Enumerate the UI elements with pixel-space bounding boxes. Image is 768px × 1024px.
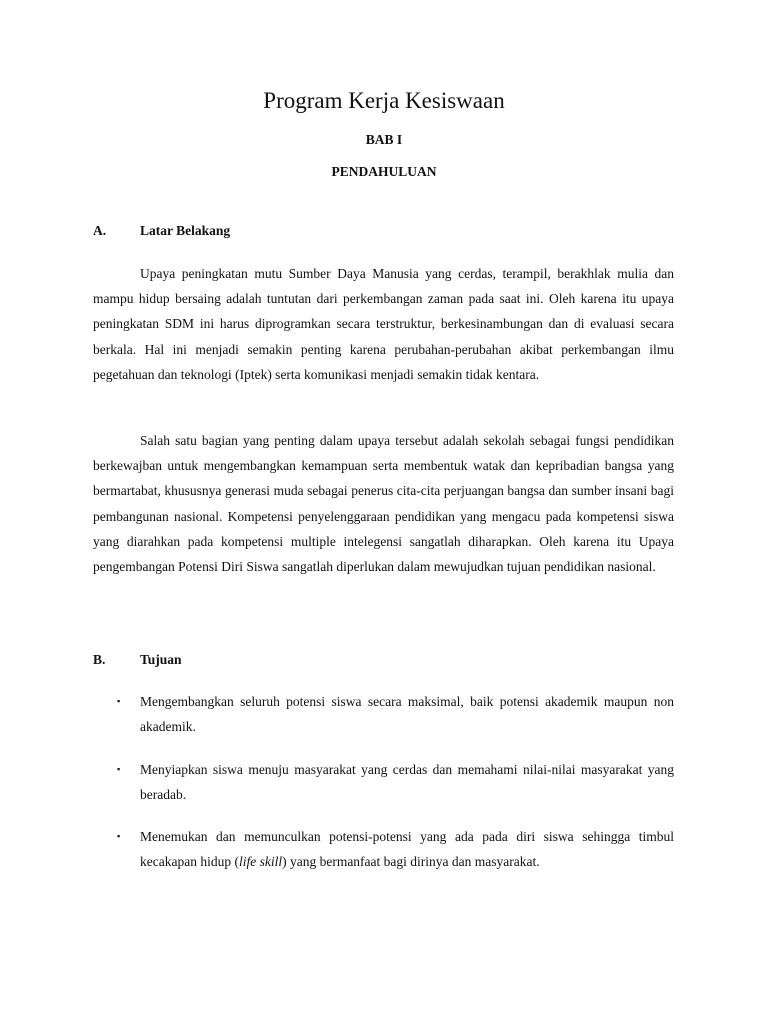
bullet-square-icon: ▪ xyxy=(117,831,121,841)
bullet-text: Menyiapkan siswa menuju masyarakat yang cerdas dan memahami nilai-nilai masyarakat yang beradab. xyxy=(140,762,674,802)
bullet-square-icon: ▪ xyxy=(117,696,121,706)
section-a-paragraph-2: Salah satu bagian yang penting dalam upaya tersebut adalah sekolah sebagai fungsi pendidikan berkewajban untuk mengembangkan kemampuan serta membentuk watak dan kepribadian bangsa yang bermartabat, khususnya generasi muda sebagai penerus cita-cita perjuangan bangsa dan sumber insani bagi pembangunan nasional. Kompetensi penyelenggaraan pendidikan yang mengacu pada kompetensi siswa yang diarahkan pada kompetensi multiple intelegensi sangatlah diharapkan. Oleh karena itu Upaya pengembangan Potensi Diri Siswa sangatlah diperlukan dalam mewujudkan tujuan pendidikan nasional. xyxy=(93,433,674,575)
list-item xyxy=(117,824,674,874)
section-b-title: Tujuan xyxy=(140,652,182,667)
chapter-label: BAB I xyxy=(365,132,403,147)
section-a-heading xyxy=(93,222,230,240)
section-a-paragraph-1: Upaya peningkatan mutu Sumber Daya Manusia yang cerdas, terampil, berakhlak mulia dan mampu hidup bersaing adalah tuntutan dari perkembangan zaman pada saat ini. Oleh karena itu upaya peningkatan SDM ini harus diprogramkan secara terstruktur, berkesinambungan dan di evaluasi secara berkala. Hal ini menjadi semakin penting karena perubahan-perubahan akibat perkembangan ilmu pegetahuan dan teknologi (Iptek) serta komunikasi menjadi semakin tidak kentara. xyxy=(93,266,674,382)
italic-term: life skill xyxy=(238,854,283,869)
section-a-letter: A. xyxy=(93,223,107,238)
section-a-title: Latar Belakang xyxy=(140,223,231,238)
chapter-title: PENDAHULUAN xyxy=(331,164,437,179)
bullet-text: Menemukan dan memunculkan potensi-potensi yang ada pada diri siswa sehingga timbul kecakapan hidup (life skill) yang bermanfaat bagi dirinya dan masyarakat. xyxy=(140,829,674,869)
section-b-letter: B. xyxy=(93,652,106,667)
list-item xyxy=(117,757,674,807)
list-item xyxy=(117,689,674,739)
bullet-text: Mengembangkan seluruh potensi siswa secara maksimal, baik potensi akademik maupun non akademik. xyxy=(140,694,674,734)
document-title: Program Kerja Kesiswaan xyxy=(263,88,505,113)
bullet-square-icon: ▪ xyxy=(117,764,121,774)
section-b-heading xyxy=(93,651,182,669)
